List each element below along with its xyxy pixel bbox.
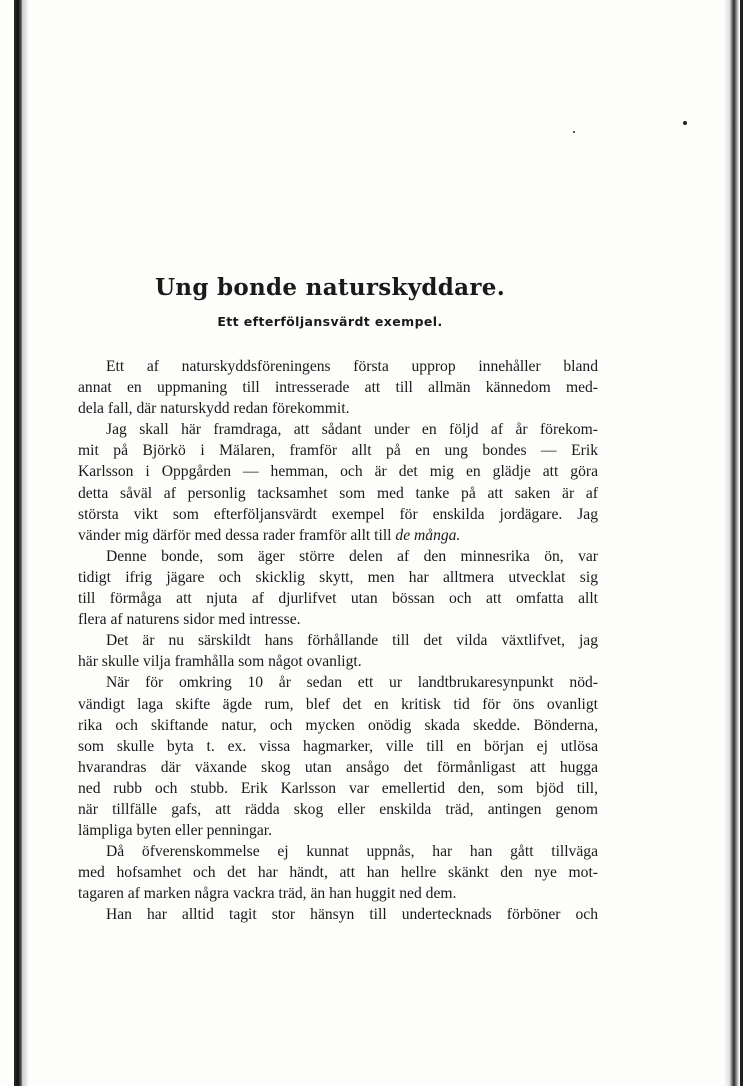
text-line-content: med hofsamhet och det har händt, att han hellre skänkt den nye mot- (78, 864, 598, 882)
text-line-content: lämpliga byten eller penningar. (78, 822, 272, 840)
article-subtitle: Ett efterföljansvärdt exempel. (217, 314, 443, 329)
text-line-content: flera af naturens sidor med intresse. (78, 611, 301, 629)
text-line (78, 736, 598, 757)
text-line-content: rika och skiftande natur, och mycken onödig skada skedde. Bönderna, (78, 716, 598, 734)
text-line-content: tagaren af marken några vackra träd, än han huggit ned dem. (78, 885, 457, 903)
text-line (78, 820, 598, 841)
text-line (78, 757, 598, 778)
text-line (78, 715, 598, 736)
scan-speck (683, 121, 687, 125)
article-body (78, 356, 598, 926)
text-line (78, 504, 598, 525)
text-line-content: mit på Björkö i Mälaren, framför allt på en ung bondes — Erik (78, 442, 598, 460)
text-line-content: dela fall, där naturskydd redan förekommit. (78, 400, 350, 418)
text-line (78, 440, 598, 461)
text-line-content: när tillfälle gafs, att rädda skog eller enskilda träd, antingen genom (78, 800, 598, 818)
emphasized-phrase: de många. (395, 526, 461, 544)
text-line (78, 651, 598, 672)
text-line (78, 883, 598, 904)
text-line (78, 398, 598, 419)
text-line-content: När för omkring 10 år sedan ett ur landtbrukaresynpunkt nöd- (106, 674, 598, 692)
text-line (78, 525, 598, 546)
text-line-content: vändigt laga skifte ägde rum, blef det en kritisk tid för öns ovanligt (78, 695, 598, 713)
scan-speck (573, 131, 575, 133)
text-line (78, 630, 598, 651)
text-line (78, 567, 598, 588)
text-line-content: detta såväl af personlig tacksamhet som med tanke på att saken är af (78, 484, 598, 502)
article-title (0, 274, 660, 301)
text-line-content: Denne bonde, som äger större delen af den minnesrika ön, var (106, 547, 598, 565)
page-binding-edge (14, 0, 23, 1086)
text-line (78, 461, 598, 482)
text-line (78, 419, 598, 440)
page-right-border (740, 0, 743, 1086)
text-line-content: tidigt ifrig jägare och skicklig skytt, men har alltmera utvecklat sig (78, 568, 598, 586)
text-line (78, 841, 598, 862)
text-line (78, 904, 598, 925)
text-line-content: vänder mig därför med dessa rader framför allt till (78, 526, 392, 544)
text-line (78, 483, 598, 504)
text-line-content: största vikt som efterföljansvärdt exempel för enskilda jordägare. Jag (78, 505, 598, 523)
text-line-content: hvarandras där växande skog utan ansågo det förmånligast att hugga (78, 758, 598, 776)
page-right-edge (724, 0, 752, 1086)
text-line (78, 862, 598, 883)
text-line (78, 609, 598, 630)
text-line (78, 694, 598, 715)
text-line-content: Jag skall här framdraga, att sådant under en följd af år förekom- (106, 421, 598, 439)
text-line-content: annat en uppmaning till intresserade att till allmän kännedom med- (78, 379, 598, 397)
text-line-content: till förmåga att njuta af djurlifvet utan bössan och att omfatta allt (78, 590, 598, 608)
text-line-content: Det är nu särskildt hans förhållande till det vilda växtlifvet, jag (106, 632, 598, 650)
text-line-content: Han har alltid tagit stor hänsyn till undertecknads förböner och (106, 906, 598, 924)
text-line (78, 778, 598, 799)
text-line-content: ned rubb och stubb. Erik Karlsson var emellertid den, som bjöd till, (78, 779, 598, 797)
text-line-content: Karlsson i Oppgården — hemman, och är det mig en glädje att göra (78, 463, 598, 481)
text-line (78, 546, 598, 567)
text-line-content: som skulle byta t. ex. vissa hagmarker, ville till en början ej utlösa (78, 737, 598, 755)
text-line (78, 672, 598, 693)
text-line (78, 799, 598, 820)
text-line-content: Då öfverenskommelse ej kunnat uppnås, har han gått tillväga (106, 843, 598, 861)
text-line-content: Ett af naturskyddsföreningens första upprop innehåller bland (106, 358, 598, 375)
article-title-text: Ung bonde naturskyddare. (154, 274, 506, 301)
text-line-content: här skulle vilja framhålla som något ovanligt. (78, 653, 362, 671)
text-line (78, 377, 598, 398)
page-binding-shadow (23, 0, 29, 1086)
text-line (78, 588, 598, 609)
text-line (78, 356, 598, 377)
